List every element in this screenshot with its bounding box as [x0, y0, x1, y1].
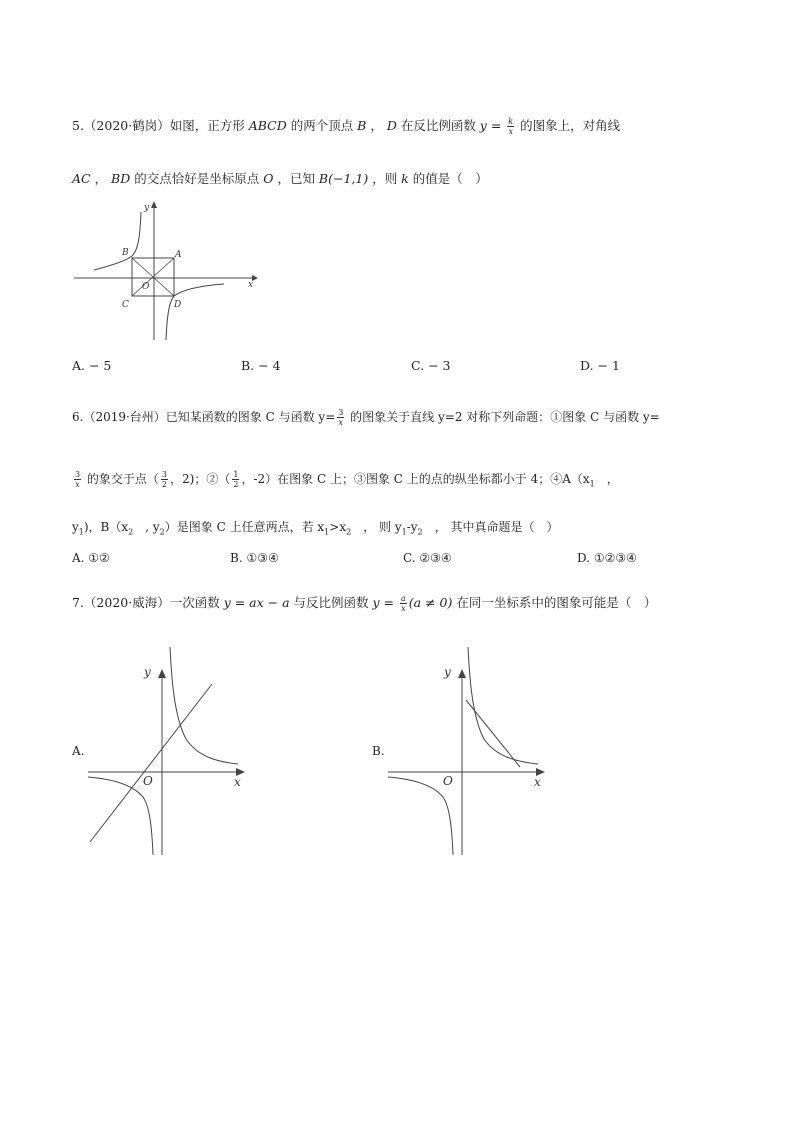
q5-label-b: B	[122, 248, 129, 258]
q7-fraction-a-over-x: $\frac{a}{x}$	[400, 594, 406, 613]
q5-label-d: D	[174, 300, 182, 310]
q6-option-d[interactable]: D. ①②③④	[577, 551, 637, 565]
q6-line3: $y_1$)，$B(x_2$ , $y_2$）是图象 C 上任意两点，若 $x_1>x_2$ ， 则 $y_1-y_2$ ， 其中真命题是（ ）	[72, 520, 559, 537]
q6-fraction-4: $\frac{1}{2}$	[233, 470, 239, 489]
q5-hyperbola-branch-right	[166, 284, 224, 340]
q5-figure	[72, 198, 262, 343]
q5-line2: AC ， BD 的交点恰好是坐标原点 O ，已知 B(−1,1) ，则 k 的值是（ ）	[72, 171, 488, 186]
q7a-hyperbola-q3	[88, 777, 153, 855]
q7-option-a-graph[interactable]	[88, 645, 250, 857]
q7-option-b-graph[interactable]	[388, 645, 550, 857]
q5-option-b[interactable]: B. − 4	[241, 358, 281, 373]
q5-line1: 5.（2020·鹤岗）如图，正方形 ABCD 的两个顶点 B ， D 在反比例函数 y = $\frac{k}{x}$ 的图象上，对角线	[72, 117, 621, 136]
q6-option-b[interactable]: B. ①③④	[230, 551, 279, 565]
q5-fraction-k-over-x: $\frac{k}{x}$	[508, 117, 514, 136]
q7a-label-y: y	[144, 665, 151, 679]
q7b-line	[466, 700, 520, 767]
q6-option-a[interactable]: A. ①②	[72, 551, 110, 565]
q7b-label-o: O	[443, 774, 453, 788]
q5-hyperbola-branch-left	[94, 212, 141, 270]
q6-option-c[interactable]: C. ②③④	[403, 551, 452, 565]
q7-option-b-label[interactable]: B.	[372, 744, 385, 758]
q5-label-o: O	[142, 282, 150, 292]
q6-fraction-1: $\frac{3}{x}$	[338, 408, 344, 427]
q5-option-a[interactable]: A. − 5	[72, 358, 112, 373]
q7a-label-x: x	[234, 775, 241, 789]
q5-label-a: A	[175, 250, 182, 260]
q7a-hyperbola-q1	[170, 647, 238, 764]
q5-option-c[interactable]: C. − 3	[411, 358, 451, 373]
q5-label-x: x	[248, 280, 254, 290]
q7-line1: 7.（2020·威海）一次函数 y = ax − a 与反比例函数 y = $\frac{a}{x}$ (a ≠ 0) 在同一坐标系中的图象可能是（ ）	[72, 594, 657, 613]
q6-line1: 6.（2019·台州）已知某函数的图象 C 与函数 y= $\frac{3}{x}$ 的图象关于直线 y=2 对称下列命题：①图象 C 与函数 y=	[72, 408, 660, 427]
q5-option-d[interactable]: D. − 1	[580, 358, 620, 373]
q7b-label-y: y	[444, 665, 451, 679]
q7b-hyperbola-q3	[388, 777, 453, 855]
q5-abcd: ABCD	[248, 118, 287, 133]
q7b-label-x: x	[534, 775, 541, 789]
q7-option-a-label[interactable]: A.	[72, 744, 85, 758]
q7a-line	[90, 684, 212, 842]
q6-fraction-2: $\frac{3}{x}$	[75, 470, 81, 489]
q5-label-y: y	[144, 203, 150, 213]
q6-fraction-3: $\frac{3}{2}$	[161, 470, 168, 489]
q6-line2: $\frac{3}{x}$ 的象交于点（ $\frac{3}{2}$ ，2)；②（ $\frac{1}{2}$ ，-2）在图象 C 上；③图象 C 上的点的纵坐标都小于 4；$④A(x_1$ ，	[75, 470, 619, 489]
q5-label-c: C	[122, 300, 129, 310]
q7a-label-o: O	[143, 774, 153, 788]
